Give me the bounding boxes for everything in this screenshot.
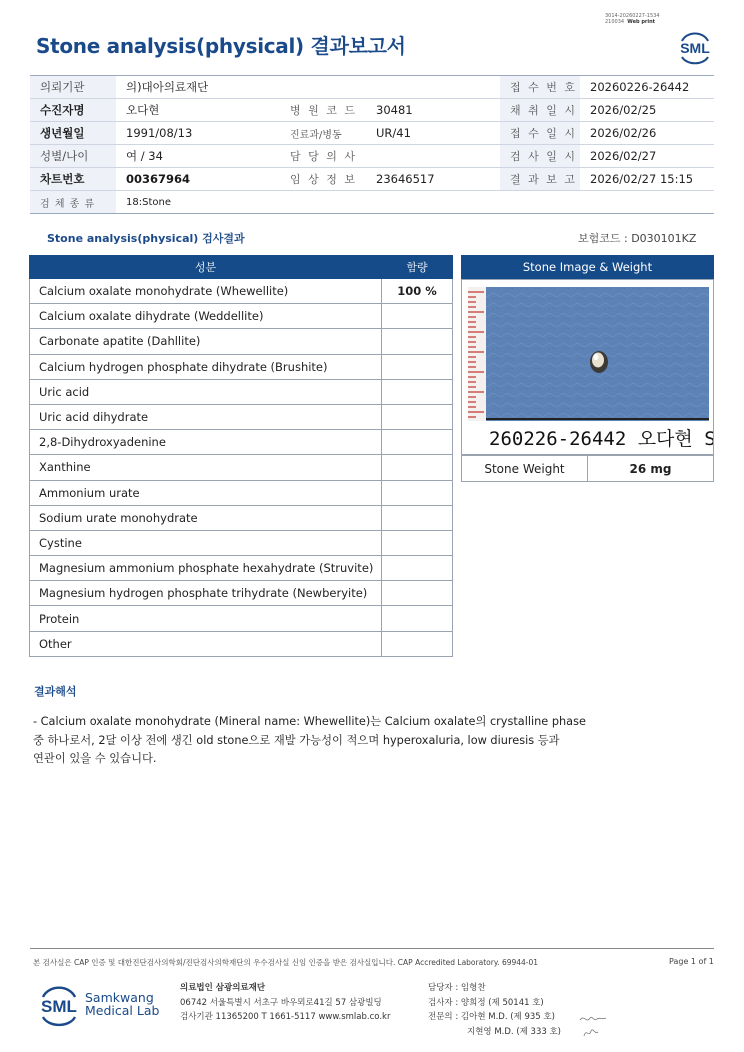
component-amount: [382, 480, 453, 505]
table-row: [30, 505, 453, 530]
component-amount: [382, 430, 453, 455]
info-label: 생년월일: [30, 122, 116, 145]
interpretation-line: - Calcium oxalate monohydrate (Mineral name: Whewellite)는 Calcium oxalate의 crystalline phase: [33, 715, 586, 728]
table-row: [30, 404, 453, 429]
stone-icon: [590, 351, 608, 373]
info-row: [30, 76, 714, 99]
info-label: 차트번호: [30, 168, 116, 191]
report-title: Stone analysis(physical) 결과보고서: [36, 34, 406, 58]
staff-line: 전문의 : 김아현 M.D. (제 935 호): [428, 1012, 555, 1022]
table-row: [30, 354, 453, 379]
info-label: 임 상 정 보: [280, 168, 366, 191]
component-name: Magnesium ammonium phosphate hexahydrate (Struvite): [30, 556, 382, 581]
table-row: [30, 581, 453, 606]
cap-accreditation-note: 본 검사실은 CAP 인증 및 대한진단검사의학회/진단검사의학재단의 우수검사실 신임 인증을 받은 검사실입니다. CAP Accredited Laboratory. 69944-01: [33, 958, 539, 967]
table-row: [30, 606, 453, 631]
info-label: 수진자명: [30, 99, 116, 122]
photo-label: 260226-26442 오다현 S: [489, 428, 713, 450]
component-amount: [382, 304, 453, 329]
interpretation-line: 연관이 있을 수 있습니다.: [33, 752, 157, 765]
print-label: Web print: [627, 19, 656, 25]
info-row: [30, 99, 714, 122]
component-name: Ammonium urate: [30, 480, 382, 505]
component-amount: [382, 556, 453, 581]
component-amount: [382, 379, 453, 404]
info-label: 진료과/병동: [280, 122, 366, 145]
info-value: [366, 76, 500, 99]
component-amount: [382, 329, 453, 354]
component-amount: 100 %: [382, 279, 453, 304]
print-code: [605, 13, 660, 25]
info-label: 채 취 일 시: [500, 99, 580, 122]
info-value: 2026/02/25: [580, 99, 714, 122]
stone-weight-label: Stone Weight: [462, 456, 588, 482]
staff-line: 담당자 : 임형찬: [428, 983, 486, 993]
sml-logo-text: SML: [680, 40, 710, 56]
component-name: Calcium oxalate monohydrate (Whewellite): [30, 279, 382, 304]
info-value: 2026/02/26: [580, 122, 714, 145]
info-value: UR/41: [366, 122, 500, 145]
component-name: Xanthine: [30, 455, 382, 480]
info-label: [280, 76, 366, 99]
info-value: 23646517: [366, 168, 500, 191]
info-label: 의뢰기관: [30, 76, 116, 99]
interpretation-line: 중 하나로서, 2달 이상 전에 생긴 old stone으로 재발 가능성이 적으며 hyperoxaluria, low diuresis 등과: [33, 733, 560, 747]
info-label: 접 수 번 호: [500, 76, 580, 99]
brand-name: [85, 991, 159, 1017]
photo-background: [468, 287, 709, 421]
staff-info: [428, 981, 561, 1039]
component-name: Sodium urate monohydrate: [30, 505, 382, 530]
info-label: 성별/나이: [30, 145, 116, 168]
sml-footer-logo-text: SML: [41, 997, 77, 1016]
sml-logo-icon: [676, 26, 714, 66]
org-name: 의료법인 삼광의료재단: [180, 983, 266, 993]
component-name: Cystine: [30, 530, 382, 555]
component-amount: [382, 530, 453, 555]
staff-line: 검사자 : 양희정 (제 50141 호): [428, 997, 544, 1008]
signature-icon: [578, 1010, 608, 1040]
info-value: 20260226-26442: [580, 76, 714, 99]
component-name: Carbonate apatite (Dahllite): [30, 329, 382, 354]
org-info: [180, 981, 390, 1025]
table-row: [30, 329, 453, 354]
table-row: [30, 304, 453, 329]
stone-weight-row: [462, 456, 714, 482]
col-amount-header: 함량: [382, 256, 453, 279]
info-label: 검 사 일 시: [500, 145, 580, 168]
component-name: Protein: [30, 606, 382, 631]
info-value: 2026/02/27 15:15: [580, 168, 714, 191]
info-label: 접 수 일 시: [500, 122, 580, 145]
interpretation-title: 결과해석: [34, 685, 77, 698]
info-row: [30, 168, 714, 191]
table-row: [30, 279, 453, 304]
insurance-code: 보험코드 : D030101KZ: [578, 232, 697, 245]
info-value: 의)대아의료재단: [116, 76, 280, 99]
stone-photo: [462, 280, 713, 454]
info-label: 병 원 코 드: [280, 99, 366, 122]
component-amount: [382, 455, 453, 480]
component-amount: [382, 354, 453, 379]
component-name: Other: [30, 631, 382, 656]
table-row: [30, 556, 453, 581]
component-name: 2,8-Dihydroxyadenine: [30, 430, 382, 455]
staff-line: 지현영 M.D. (제 333 호): [467, 1026, 562, 1037]
interpretation-text: [33, 713, 603, 769]
print-code-line1: 3014-20260227-1534: [605, 13, 660, 19]
stone-image-box: [461, 279, 714, 455]
info-value: 오다현: [116, 99, 280, 122]
specimen-value: 18:Stone: [116, 191, 714, 214]
table-row: [30, 480, 453, 505]
org-contact: 검사기관 11365200 T 1661-5117 www.smlab.co.kr: [180, 1012, 391, 1022]
component-amount: [382, 631, 453, 656]
table-row: [30, 455, 453, 480]
info-row-specimen: [30, 191, 714, 214]
org-address: 06742 서울특별시 서초구 바우뫼로41길 57 삼광빌딩: [180, 997, 382, 1008]
component-amount: [382, 404, 453, 429]
brand-line2: Medical Lab: [85, 1003, 160, 1018]
print-code-number: 210034: [605, 19, 625, 25]
info-value: 1991/08/13: [116, 122, 280, 145]
brand-line1: Samkwang: [85, 990, 154, 1005]
component-amount: [382, 505, 453, 530]
table-row: [30, 530, 453, 555]
info-label: 결 과 보 고: [500, 168, 580, 191]
info-value: 30481: [366, 99, 500, 122]
table-row: [30, 430, 453, 455]
results-section-title: Stone analysis(physical) 검사결과: [47, 232, 245, 245]
component-name: Uric acid: [30, 379, 382, 404]
col-component-header: 성분: [30, 256, 382, 279]
component-amount: [382, 606, 453, 631]
component-name: Magnesium hydrogen phosphate trihydrate (Newberyite): [30, 581, 382, 606]
component-name: Calcium hydrogen phosphate dihydrate (Brushite): [30, 354, 382, 379]
stone-image-header: Stone Image & Weight: [461, 255, 714, 279]
page-number: Page 1 of 1: [669, 957, 714, 966]
info-label: 담 당 의 사: [280, 145, 366, 168]
info-row: [30, 122, 714, 145]
stone-weight-table: [461, 455, 714, 482]
table-row: [30, 631, 453, 656]
sml-footer-logo-icon: [36, 980, 82, 1028]
info-row: [30, 145, 714, 168]
info-value: 2026/02/27: [580, 145, 714, 168]
print-code-line2: [605, 19, 660, 25]
info-value: 여 / 34: [116, 145, 280, 168]
component-name: Uric acid dihydrate: [30, 404, 382, 429]
component-name: Calcium oxalate dihydrate (Weddellite): [30, 304, 382, 329]
composition-header-row: [30, 256, 453, 279]
stone-weight-value: 26 mg: [588, 456, 714, 482]
info-value: 00367964: [116, 168, 280, 191]
composition-table: [29, 255, 453, 657]
info-value: [366, 145, 500, 168]
table-row: [30, 379, 453, 404]
footer-divider: [30, 948, 714, 949]
patient-info-table: [30, 75, 714, 214]
component-amount: [382, 581, 453, 606]
specimen-label: 검 체 종 류: [30, 191, 116, 214]
